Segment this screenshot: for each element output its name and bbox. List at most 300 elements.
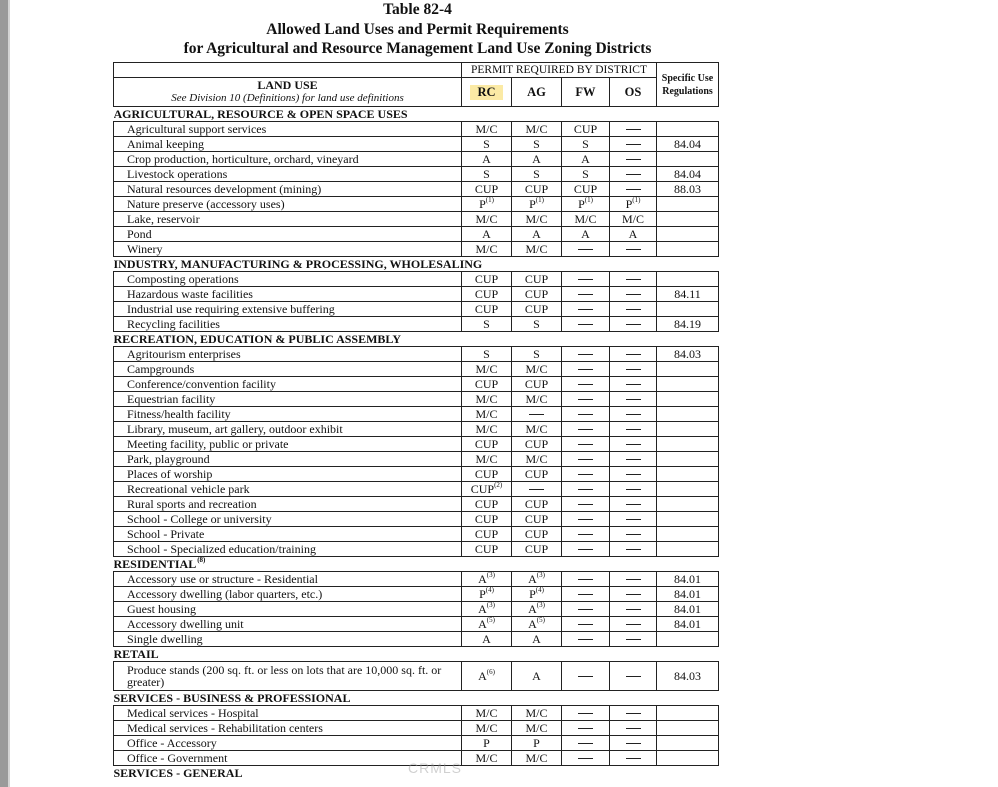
footnote-ref: (4) <box>535 586 544 594</box>
permit-cell-rc <box>462 452 512 467</box>
permit-value: M/C <box>621 211 644 226</box>
permit-cell-ag <box>512 437 562 452</box>
not-allowed-dash <box>626 713 641 714</box>
table-row <box>114 167 719 182</box>
window-left-edge <box>0 0 8 787</box>
specific-use-cell <box>657 542 719 557</box>
spec-header-line-2: Regulations <box>662 85 713 97</box>
not-allowed-dash <box>578 579 593 580</box>
permit-value: M/C <box>525 705 548 720</box>
permit-value: CUP <box>524 181 549 196</box>
footnote-ref: (2) <box>494 481 503 489</box>
permit-value: M/C <box>525 750 548 765</box>
specific-use-cell <box>657 242 719 257</box>
permit-cell-rc <box>462 721 512 736</box>
permit-cell-os <box>610 227 657 242</box>
permit-value: A <box>532 226 541 241</box>
permit-value: CUP <box>474 181 499 196</box>
district-header-os: OS <box>610 78 657 107</box>
table-header <box>0 0 835 59</box>
permit-value: M/C <box>525 211 548 226</box>
land-use-cell: Nature preserve (accessory uses) <box>114 197 462 212</box>
not-allowed-dash <box>529 414 544 415</box>
land-use-cell: Pond <box>114 227 462 242</box>
table-number: Table 82-4 <box>383 1 452 18</box>
not-allowed-dash <box>578 594 593 595</box>
specific-use-cell <box>657 467 719 482</box>
specific-use-cell <box>657 212 719 227</box>
permit-value: S <box>483 136 490 151</box>
land-use-heading: LAND USE <box>257 78 318 92</box>
not-allowed-dash <box>626 384 641 385</box>
permit-cell-rc <box>462 377 512 392</box>
specific-use-cell <box>657 272 719 287</box>
permit-cell-os <box>610 407 657 422</box>
permit-value: A <box>532 631 541 646</box>
table-row <box>114 302 719 317</box>
not-allowed-dash <box>578 519 593 520</box>
table-row <box>114 392 719 407</box>
table-row <box>114 617 719 632</box>
permit-cell-ag <box>512 317 562 332</box>
permit-cell-ag <box>512 482 562 497</box>
specific-use-cell: 84.19 <box>657 317 719 332</box>
not-allowed-dash <box>626 129 641 130</box>
specific-use-cell: 84.03 <box>657 662 719 691</box>
not-allowed-dash <box>626 144 641 145</box>
not-allowed-dash <box>626 594 641 595</box>
not-allowed-dash <box>626 579 641 580</box>
specific-use-cell <box>657 497 719 512</box>
permit-cell-rc <box>462 347 512 362</box>
table-row <box>114 242 719 257</box>
permit-cell-os <box>610 347 657 362</box>
not-allowed-dash <box>578 324 593 325</box>
permit-cell-rc <box>462 242 512 257</box>
section-title <box>114 332 719 347</box>
permit-cell-fw <box>562 212 610 227</box>
permit-cell-rc <box>462 362 512 377</box>
land-use-cell: Single dwelling <box>114 632 462 647</box>
permit-cell-ag <box>512 197 562 212</box>
permit-cell-ag <box>512 302 562 317</box>
permit-value: CUP <box>524 496 549 511</box>
permit-cell-os <box>610 721 657 736</box>
permit-cell-fw <box>562 497 610 512</box>
permit-cell-ag <box>512 347 562 362</box>
table-row <box>114 662 719 691</box>
footnote-ref: (5) <box>536 616 545 624</box>
permit-cell-rc <box>462 482 512 497</box>
permit-cell-ag <box>512 272 562 287</box>
permit-value: A <box>532 151 541 166</box>
permit-cell-ag <box>512 227 562 242</box>
permit-cell-rc <box>462 736 512 751</box>
permit-cell-rc <box>462 437 512 452</box>
permit-cell-fw <box>562 736 610 751</box>
specific-use-cell <box>657 122 719 137</box>
permit-cell-os <box>610 167 657 182</box>
permit-value: CUP <box>524 466 549 481</box>
permit-cell-os <box>610 527 657 542</box>
land-use-cell: Medical services - Rehabilitation centers <box>114 721 462 736</box>
land-use-cell: Equestrian facility <box>114 392 462 407</box>
specific-use-cell <box>657 437 719 452</box>
land-use-cell: Produce stands (200 sq. ft. or less on lots that are 10,000 sq. ft. or greater) <box>114 662 462 691</box>
permit-cell-os <box>610 317 657 332</box>
land-use-cell: Accessory dwelling unit <box>114 617 462 632</box>
permit-cell-ag <box>512 751 562 766</box>
land-use-cell: Campgrounds <box>114 362 462 377</box>
permit-value: M/C <box>525 121 548 136</box>
section-header-row <box>114 691 719 706</box>
footnote-ref: (4) <box>485 586 494 594</box>
footnote-ref: (1) <box>584 196 593 204</box>
permit-cell-ag <box>512 512 562 527</box>
permit-cell-os <box>610 751 657 766</box>
table-row <box>114 272 719 287</box>
specific-use-cell <box>657 482 719 497</box>
specific-use-cell: 88.03 <box>657 182 719 197</box>
specific-use-cell: 84.03 <box>657 347 719 362</box>
permit-value: A <box>482 226 491 241</box>
permit-cell-fw <box>562 242 610 257</box>
land-use-cell: Animal keeping <box>114 137 462 152</box>
not-allowed-dash <box>578 639 593 640</box>
not-allowed-dash <box>626 414 641 415</box>
not-allowed-dash <box>626 676 641 677</box>
not-allowed-dash <box>626 639 641 640</box>
section-title-text: INDUSTRY, MANUFACTURING & PROCESSING, WHOLESALING <box>113 256 483 271</box>
permit-cell-os <box>610 736 657 751</box>
permit-cell-rc <box>462 602 512 617</box>
section-title <box>114 557 719 572</box>
permit-cell-fw <box>562 437 610 452</box>
permit-cell-fw <box>562 721 610 736</box>
permit-cell-ag <box>512 137 562 152</box>
table-row <box>114 602 719 617</box>
permit-cell-os <box>610 287 657 302</box>
specific-use-cell <box>657 422 719 437</box>
land-use-cell: Recycling facilities <box>114 317 462 332</box>
table-row <box>114 736 719 751</box>
permit-value: CUP <box>524 376 549 391</box>
permit-cell-os <box>610 706 657 721</box>
permit-value: CUP <box>474 496 499 511</box>
permit-cell-rc <box>462 632 512 647</box>
permit-cell-os <box>610 122 657 137</box>
not-allowed-dash <box>626 504 641 505</box>
permit-cell-ag <box>512 602 562 617</box>
table-row <box>114 182 719 197</box>
permit-required-header: PERMIT REQUIRED BY DISTRICT <box>462 63 657 78</box>
specific-use-cell: 84.01 <box>657 602 719 617</box>
not-allowed-dash <box>626 534 641 535</box>
permit-cell-rc <box>462 137 512 152</box>
land-use-cell: Recreational vehicle park <box>114 482 462 497</box>
table-row <box>114 632 719 647</box>
not-allowed-dash <box>578 676 593 677</box>
permit-cell-fw <box>562 122 610 137</box>
permit-cell-rc <box>462 706 512 721</box>
permit-value: P <box>625 196 633 211</box>
not-allowed-dash <box>578 399 593 400</box>
table-row <box>114 512 719 527</box>
section-title-text: RESIDENTIAL <box>113 556 197 571</box>
permit-cell-fw <box>562 152 610 167</box>
permit-cell-ag <box>512 452 562 467</box>
permit-cell-fw <box>562 706 610 721</box>
permit-value: CUP <box>474 436 499 451</box>
not-allowed-dash <box>626 399 641 400</box>
specific-use-cell <box>657 362 719 377</box>
not-allowed-dash <box>626 489 641 490</box>
section-title-text: AGRICULTURAL, RESOURCE & OPEN SPACE USES <box>113 106 408 121</box>
table-title-line-1: Allowed Land Uses and Permit Requirements <box>266 20 569 38</box>
permit-cell-fw <box>562 347 610 362</box>
table-row <box>114 212 719 227</box>
permit-cell-fw <box>562 572 610 587</box>
not-allowed-dash <box>626 459 641 460</box>
permit-cell-ag <box>512 422 562 437</box>
section-footnote-ref: (8) <box>197 556 206 564</box>
not-allowed-dash <box>626 369 641 370</box>
permit-cell-os <box>610 602 657 617</box>
not-allowed-dash <box>626 444 641 445</box>
permit-value: M/C <box>475 361 498 376</box>
section-title <box>114 107 719 122</box>
permit-value: P <box>529 196 536 211</box>
land-use-cell: Industrial use requiring extensive buffering <box>114 302 462 317</box>
not-allowed-dash <box>578 429 593 430</box>
permit-cell-fw <box>562 377 610 392</box>
permit-cell-os <box>610 452 657 467</box>
not-allowed-dash <box>626 519 641 520</box>
permit-cell-rc <box>462 407 512 422</box>
permit-cell-fw <box>562 182 610 197</box>
not-allowed-dash <box>578 459 593 460</box>
footnote-ref: (3) <box>536 571 545 579</box>
land-use-cell: Places of worship <box>114 467 462 482</box>
permit-value: CUP <box>474 376 499 391</box>
permit-cell-fw <box>562 617 610 632</box>
permit-value: CUP <box>524 436 549 451</box>
permit-cell-os <box>610 152 657 167</box>
permit-value: M/C <box>475 406 498 421</box>
section-header-row <box>114 557 719 572</box>
permit-value: A <box>528 601 537 616</box>
section-header-row <box>114 332 719 347</box>
permit-cell-rc <box>462 212 512 227</box>
permit-value: M/C <box>525 451 548 466</box>
table-row <box>114 497 719 512</box>
permit-cell-fw <box>562 287 610 302</box>
permit-value: M/C <box>475 720 498 735</box>
not-allowed-dash <box>578 384 593 385</box>
land-use-cell: Office - Accessory <box>114 736 462 751</box>
specific-use-cell <box>657 227 719 242</box>
permit-cell-ag <box>512 617 562 632</box>
permit-cell-ag <box>512 122 562 137</box>
permit-cell-fw <box>562 197 610 212</box>
permit-cell-fw <box>562 317 610 332</box>
permit-value: CUP <box>474 526 499 541</box>
permit-value: M/C <box>574 211 597 226</box>
header-blank-cell <box>114 63 462 78</box>
footnote-ref: (3) <box>486 601 495 609</box>
permit-cell-ag <box>512 212 562 227</box>
permit-cell-rc <box>462 152 512 167</box>
permit-value: P <box>483 735 490 750</box>
land-use-cell: Medical services - Hospital <box>114 706 462 721</box>
permit-value: A <box>482 631 491 646</box>
table-row <box>114 137 719 152</box>
permit-cell-rc <box>462 287 512 302</box>
permit-cell-fw <box>562 452 610 467</box>
land-use-cell: School - Private <box>114 527 462 542</box>
permit-value: M/C <box>475 451 498 466</box>
footnote-ref: (1) <box>485 196 494 204</box>
permit-cell-rc <box>462 662 512 691</box>
land-use-header <box>114 78 462 107</box>
permit-value: CUP <box>470 481 495 496</box>
table-title-line-2: for Agricultural and Resource Management Land Use Zoning Districts <box>183 40 652 57</box>
land-use-cell: Agricultural support services <box>114 122 462 137</box>
not-allowed-dash <box>626 189 641 190</box>
spec-header-line-1: Specific Use <box>661 72 714 84</box>
permit-cell-fw <box>562 632 610 647</box>
land-use-cell: Crop production, horticulture, orchard, vineyard <box>114 152 462 167</box>
not-allowed-dash <box>578 534 593 535</box>
rc-highlight: RC <box>470 85 502 100</box>
land-use-cell: Hazardous waste facilities <box>114 287 462 302</box>
section-header-row <box>114 257 719 272</box>
permit-cell-fw <box>562 467 610 482</box>
land-use-cell: Rural sports and recreation <box>114 497 462 512</box>
section-title-text: SERVICES - GENERAL <box>113 765 243 780</box>
not-allowed-dash <box>626 294 641 295</box>
permit-cell-ag <box>512 287 562 302</box>
permit-value: M/C <box>475 391 498 406</box>
land-use-cell: Agritourism enterprises <box>114 347 462 362</box>
not-allowed-dash <box>578 504 593 505</box>
permit-cell-os <box>610 182 657 197</box>
permit-value: S <box>533 316 540 331</box>
not-allowed-dash <box>578 354 593 355</box>
permit-value: CUP <box>474 466 499 481</box>
permit-cell-ag <box>512 662 562 691</box>
permit-value: CUP <box>573 121 598 136</box>
permit-cell-fw <box>562 482 610 497</box>
permit-cell-os <box>610 197 657 212</box>
table-row <box>114 721 719 736</box>
permit-value: M/C <box>475 705 498 720</box>
not-allowed-dash <box>626 429 641 430</box>
specific-use-cell <box>657 392 719 407</box>
specific-use-cell <box>657 302 719 317</box>
permit-cell-os <box>610 587 657 602</box>
specific-use-cell <box>657 152 719 167</box>
permit-cell-os <box>610 467 657 482</box>
permit-cell-ag <box>512 362 562 377</box>
table-row <box>114 587 719 602</box>
not-allowed-dash <box>578 489 593 490</box>
specific-use-cell <box>657 706 719 721</box>
table-row <box>114 482 719 497</box>
permit-cell-fw <box>562 527 610 542</box>
permit-cell-ag <box>512 242 562 257</box>
permit-value: S <box>483 166 490 181</box>
footnote-ref: (3) <box>486 571 495 579</box>
table-row <box>114 152 719 167</box>
not-allowed-dash <box>578 758 593 759</box>
permit-cell-rc <box>462 572 512 587</box>
permit-cell-os <box>610 437 657 452</box>
table-row <box>114 122 719 137</box>
permit-cell-ag <box>512 152 562 167</box>
land-use-cell: Library, museum, art gallery, outdoor exhibit <box>114 422 462 437</box>
permit-cell-rc <box>462 542 512 557</box>
permit-value: S <box>582 166 589 181</box>
permit-cell-os <box>610 272 657 287</box>
footnote-ref: (6) <box>486 667 495 676</box>
permit-value: S <box>533 346 540 361</box>
permit-cell-os <box>610 422 657 437</box>
not-allowed-dash <box>578 444 593 445</box>
permit-cell-rc <box>462 422 512 437</box>
permit-value: CUP <box>474 541 499 556</box>
permit-cell-rc <box>462 272 512 287</box>
permit-value: P <box>578 196 585 211</box>
permit-cell-ag <box>512 587 562 602</box>
permit-value: A <box>482 151 491 166</box>
section-title-text: SERVICES - BUSINESS & PROFESSIONAL <box>113 690 351 705</box>
land-use-table <box>113 62 719 780</box>
not-allowed-dash <box>578 549 593 550</box>
permit-cell-os <box>610 362 657 377</box>
permit-cell-fw <box>562 542 610 557</box>
not-allowed-dash <box>626 324 641 325</box>
specific-use-cell <box>657 407 719 422</box>
table-row <box>114 437 719 452</box>
permit-value: P <box>529 586 536 601</box>
permit-cell-ag <box>512 736 562 751</box>
permit-cell-ag <box>512 182 562 197</box>
table-row <box>114 542 719 557</box>
not-allowed-dash <box>626 624 641 625</box>
permit-value: CUP <box>524 271 549 286</box>
permit-cell-fw <box>562 587 610 602</box>
permit-value: M/C <box>525 391 548 406</box>
permit-cell-rc <box>462 167 512 182</box>
permit-cell-os <box>610 137 657 152</box>
not-allowed-dash <box>529 489 544 490</box>
section-title <box>114 691 719 706</box>
permit-value: A <box>581 226 590 241</box>
specific-use-cell: 84.11 <box>657 287 719 302</box>
land-use-cell: Park, playground <box>114 452 462 467</box>
not-allowed-dash <box>626 174 641 175</box>
footnote-ref: (5) <box>486 616 495 624</box>
section-title-text: RECREATION, EDUCATION & PUBLIC ASSEMBLY <box>113 331 401 346</box>
section-title-text: RETAIL <box>113 646 159 661</box>
permit-cell-rc <box>462 497 512 512</box>
specific-use-cell <box>657 377 719 392</box>
permit-cell-fw <box>562 662 610 691</box>
specific-use-cell <box>657 512 719 527</box>
not-allowed-dash <box>578 713 593 714</box>
not-allowed-dash <box>578 369 593 370</box>
